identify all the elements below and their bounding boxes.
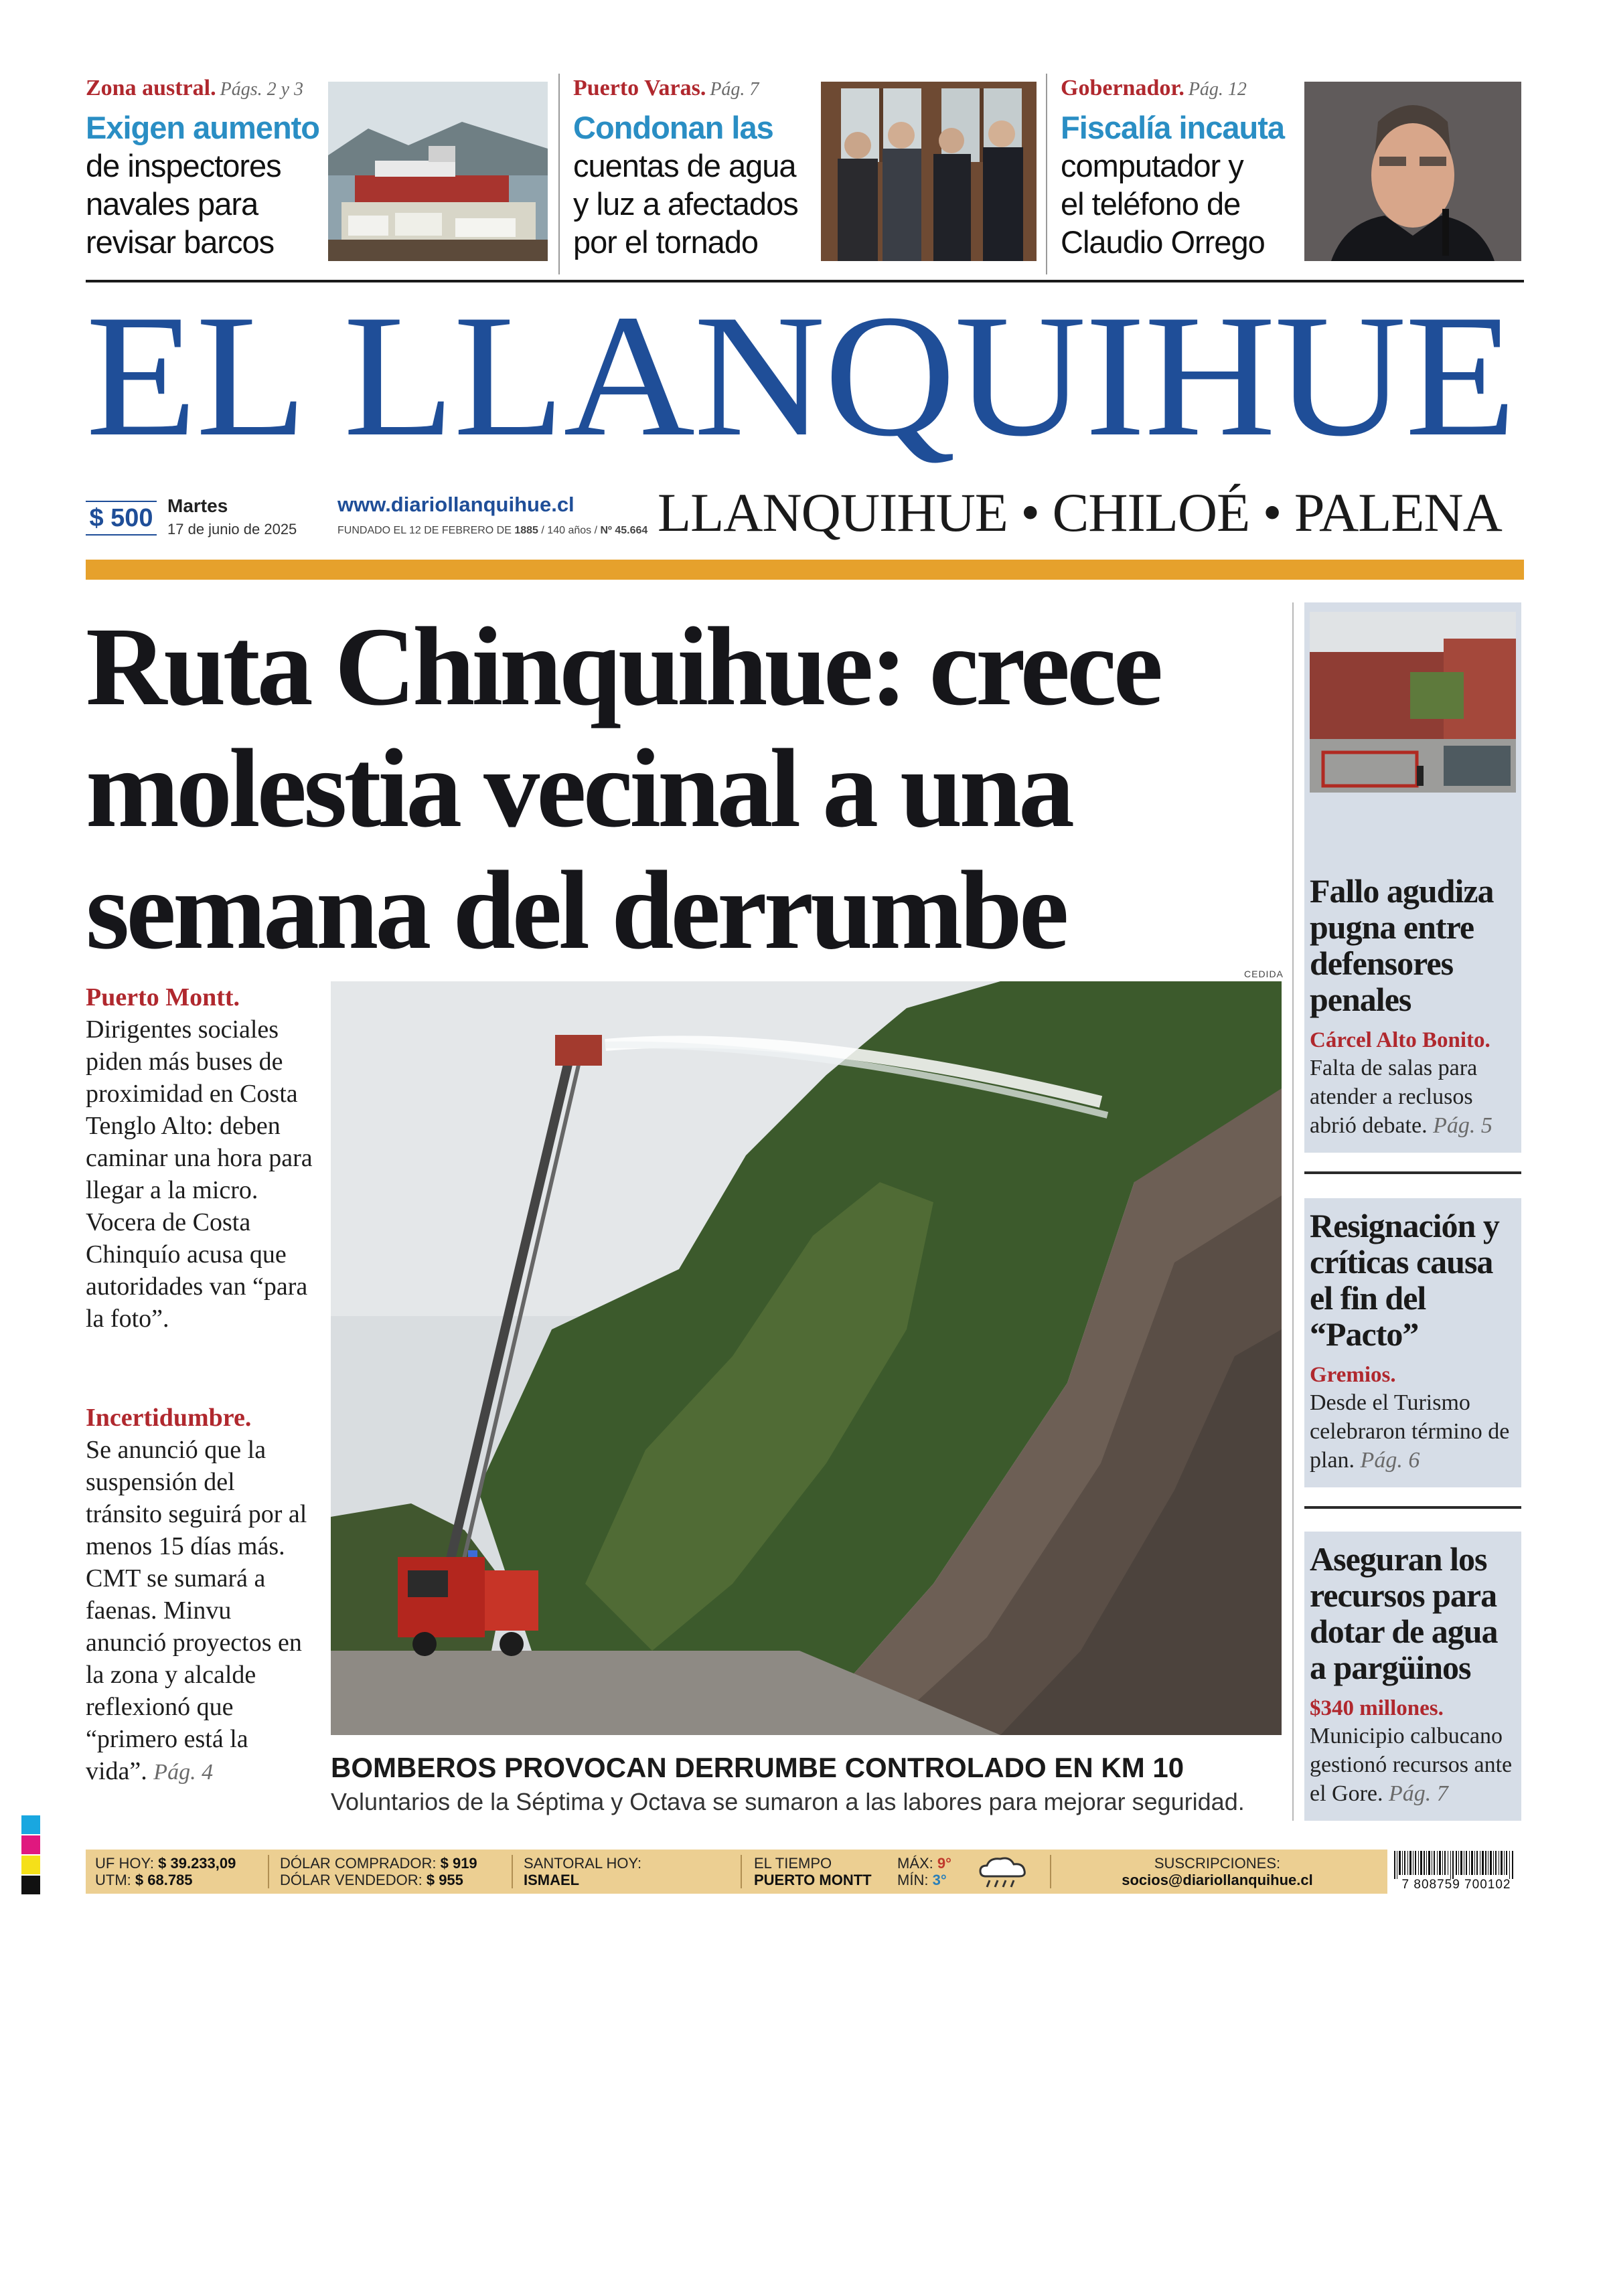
- column-divider: [1046, 74, 1047, 274]
- footer-separator: [741, 1855, 742, 1888]
- sidebar-photo-prison: [1310, 612, 1516, 793]
- footer-santoral: SANTORAL HOY: ISMAEL: [524, 1855, 642, 1888]
- sidebar-headline: Resignación y críticas causa el fin del “Pacto”: [1310, 1207, 1499, 1353]
- regions-line: LLANQUIHUE • CHILOÉ • PALENA: [658, 482, 1502, 543]
- registration-mark-cyan: [21, 1815, 40, 1834]
- teaser-page-ref: Pág. 7: [710, 79, 759, 100]
- sidebar-kicker: Gremios.: [1310, 1363, 1396, 1387]
- footer-weather: EL TIEMPO PUERTO MONTT: [754, 1855, 872, 1888]
- registration-mark-magenta: [21, 1835, 40, 1854]
- photo-caption-text: Voluntarios de la Séptima y Octava se sumaron a las labores para mejorar seguridad.: [331, 1788, 1245, 1815]
- barcode: [1391, 1850, 1521, 1894]
- story-page-ref: Pág. 4: [153, 1760, 214, 1785]
- photo-credit: CEDIDA: [1244, 969, 1284, 979]
- teaser-kicker: Zona austral. Págs. 2 y 3: [86, 76, 304, 100]
- newspaper-title: EL LLANQUIHUE: [86, 288, 1515, 469]
- main-headline[interactable]: Ruta Chinquihue: crece molestia vecinal a una semana del derrumbe: [86, 604, 1160, 973]
- price-badge: $ 500: [86, 501, 157, 536]
- sidebar-divider: [1292, 602, 1294, 1821]
- footer-uf-utm: UF HOY: $ 39.233,09 UTM: $ 68.785: [95, 1855, 236, 1888]
- issue-day: Martes: [167, 495, 228, 516]
- story-kicker: Incertidumbre.: [86, 1404, 252, 1432]
- sidebar-rule: [1304, 1171, 1521, 1174]
- sidebar-kicker: Cárcel Alto Bonito.: [1310, 1028, 1490, 1052]
- story-column-2: [86, 1402, 313, 1789]
- barcode-number: 7 808759 700102: [1401, 1878, 1511, 1892]
- teaser-page-ref: Pág. 12: [1188, 79, 1247, 100]
- teaser-photo-portrait[interactable]: [1304, 82, 1521, 261]
- teaser-kicker: Gobernador. Pág. 12: [1061, 76, 1247, 100]
- footer-separator: [1050, 1855, 1051, 1888]
- teaser-kicker: Puerto Varas. Pág. 7: [573, 76, 759, 100]
- story-text: Dirigentes sociales piden más buses de proximidad en Costa Tenglo Alto: deben caminar una hora para llegar a la micro. Vocera de Costa Chinquío acusa que autoridades van “para la foto”.: [86, 1015, 313, 1333]
- registration-mark-black: [21, 1876, 40, 1894]
- story-kicker: Puerto Montt.: [86, 983, 240, 1011]
- website-link[interactable]: www.diariollanquihue.cl: [337, 493, 575, 516]
- teaser-photo-meeting[interactable]: [821, 82, 1037, 261]
- main-photo-landslide[interactable]: [331, 981, 1282, 1735]
- sidebar-kicker: $340 millones.: [1310, 1696, 1444, 1720]
- rain-cloud-icon: [974, 1854, 1034, 1891]
- founded-info: FUNDADO EL 12 DE FEBRERO DE 1885 / 140 años / Nº 45.664: [337, 525, 648, 536]
- sidebar-text-block: [1310, 1541, 1517, 1808]
- orange-rule: [86, 560, 1524, 580]
- teaser-headline: Fiscalía incauta computador y el teléfono de Claudio Orrego: [1061, 110, 1285, 260]
- footer-separator: [512, 1855, 513, 1888]
- sidebar-text: Municipio calbucano gestionó recursos ante el Gore. Pág. 7: [1310, 1724, 1513, 1806]
- footer-info-bar: [86, 1850, 1387, 1894]
- teaser-gobernador[interactable]: [1061, 74, 1302, 274]
- teaser-puerto-varas[interactable]: [573, 74, 821, 274]
- sidebar-text: Falta de salas para atender a reclusos abrió debate. Pág. 5: [1310, 1056, 1493, 1138]
- registration-mark-yellow: [21, 1856, 40, 1874]
- barcode-bars: [1391, 1850, 1521, 1879]
- sidebar-text: Desde el Turismo celebraron término de plan. Pág. 6: [1310, 1390, 1510, 1473]
- story-column-1: [86, 981, 313, 1335]
- sidebar-story-carcel[interactable]: [1304, 602, 1521, 1153]
- top-rule: [86, 280, 1524, 282]
- footer-dolar: DÓLAR COMPRADOR: $ 919 DÓLAR VENDEDOR: $ 955: [280, 1855, 477, 1888]
- footer-temps: MÁX: 9° MÍN: 3°: [897, 1855, 951, 1888]
- footer-subscriptions[interactable]: SUSCRIPCIONES: socios@diariollanquihue.cl: [1122, 1855, 1313, 1888]
- teaser-photo-ship[interactable]: [328, 82, 548, 261]
- sidebar-headline: Fallo agudiza pugna entre defensores penales: [1310, 872, 1494, 1018]
- sidebar-text-block: [1310, 873, 1517, 1140]
- sidebar-story-agua[interactable]: [1304, 1532, 1521, 1821]
- column-divider: [558, 74, 560, 274]
- footer-separator: [268, 1855, 269, 1888]
- photo-caption-title: BOMBEROS PROVOCAN DERRUMBE CONTROLADO EN KM 10: [331, 1752, 1184, 1783]
- sidebar-rule: [1304, 1506, 1521, 1509]
- story-text: Se anunció que la suspensión del tránsito seguirá por al menos 15 días más. CMT se sumará a faenas. Minvu anunció proyectos en la zona y alcalde reflexionó que “primero está la vida”.: [86, 1436, 307, 1785]
- teaser-headline: Exigen aumento de inspectores navales para revisar barcos: [86, 110, 320, 260]
- masthead: [86, 288, 1524, 469]
- sidebar-story-pacto[interactable]: [1304, 1198, 1521, 1487]
- teaser-page-ref: Págs. 2 y 3: [220, 79, 304, 100]
- teaser-headline: Condonan las cuentas de agua y luz a afectados por el tornado: [573, 110, 798, 260]
- issue-date: 17 de junio de 2025: [167, 521, 297, 538]
- sidebar-headline: Aseguran los recursos para dotar de agua a pargüinos: [1310, 1540, 1498, 1686]
- teaser-zona-austral[interactable]: [86, 74, 327, 274]
- sidebar-text-block: [1310, 1208, 1517, 1475]
